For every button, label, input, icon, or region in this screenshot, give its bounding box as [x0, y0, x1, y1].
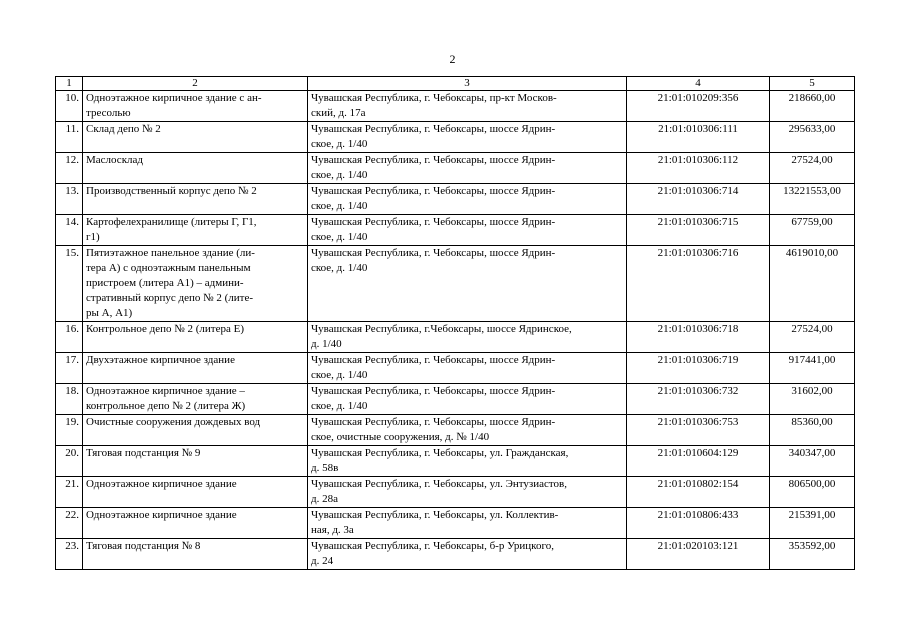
object-name-cell: [83, 508, 308, 539]
address-cell: [308, 446, 627, 477]
table-row: [56, 539, 855, 570]
value-cell: 4619010,00: [770, 246, 855, 322]
row-number: 12.: [56, 153, 83, 184]
object-name-line: пристроем (литера А1) – админи-: [86, 277, 244, 289]
cadastral-number-cell: 21:01:010306:111: [627, 122, 770, 153]
cadastral-number-cell: 21:01:010306:718: [627, 322, 770, 353]
address-line: ское, д. 1/40: [311, 169, 368, 181]
table-row: [56, 153, 855, 184]
cadastral-number-cell: 21:01:010806:433: [627, 508, 770, 539]
value-cell: 917441,00: [770, 353, 855, 384]
address-cell: [308, 477, 627, 508]
object-name-line: Производственный корпус депо № 2: [86, 185, 257, 197]
table-row: [56, 184, 855, 215]
page-number: 2: [449, 52, 456, 66]
address-line: Чувашская Республика, г. Чебоксары, шоссе Ядрин-: [311, 123, 556, 135]
object-name-line: Одноэтажное кирпичное здание –: [86, 385, 245, 397]
row-number: 22.: [56, 508, 83, 539]
property-table: [55, 76, 855, 570]
cadastral-number-cell: 21:01:010802:154: [627, 477, 770, 508]
address-line: д. 1/40: [311, 338, 342, 350]
object-name-cell: [83, 477, 308, 508]
cadastral-number-cell: 21:01:010306:715: [627, 215, 770, 246]
value-cell: 218660,00: [770, 91, 855, 122]
row-number: 21.: [56, 477, 83, 508]
table-row: [56, 215, 855, 246]
value-cell: 31602,00: [770, 384, 855, 415]
address-cell: [308, 215, 627, 246]
table-row: [56, 446, 855, 477]
address-line: д. 28а: [311, 493, 338, 505]
address-cell: [308, 415, 627, 446]
object-name-line: Картофелехранилище (литеры Г, Г1,: [86, 216, 257, 228]
value-cell: 67759,00: [770, 215, 855, 246]
value-cell: 13221553,00: [770, 184, 855, 215]
object-name-cell: [83, 384, 308, 415]
cadastral-number-cell: 21:01:010306:716: [627, 246, 770, 322]
row-number: 11.: [56, 122, 83, 153]
object-name-line: Тяговая подстанция № 8: [86, 540, 201, 552]
table-row: [56, 508, 855, 539]
header-col-5: 5: [770, 77, 855, 91]
object-name-line: контрольное депо № 2 (литера Ж): [86, 400, 246, 412]
address-line: ское, д. 1/40: [311, 138, 368, 150]
row-number: 15.: [56, 246, 83, 322]
table-header-row: [56, 77, 855, 91]
object-name-cell: [83, 322, 308, 353]
object-name-line: г1): [86, 231, 100, 243]
object-name-line: Пятиэтажное панельное здание (ли-: [86, 247, 255, 259]
cadastral-number-cell: 21:01:010306:714: [627, 184, 770, 215]
address-cell: [308, 91, 627, 122]
address-line: Чувашская Республика, г. Чебоксары, ул. Коллектив-: [311, 509, 559, 521]
cadastral-number-cell: 21:01:010306:753: [627, 415, 770, 446]
table-row: [56, 322, 855, 353]
cadastral-number-cell: 21:01:020103:121: [627, 539, 770, 570]
table-row: [56, 122, 855, 153]
object-name-cell: [83, 215, 308, 246]
row-number: 10.: [56, 91, 83, 122]
object-name-line: Тяговая подстанция № 9: [86, 447, 201, 459]
table-row: [56, 353, 855, 384]
address-line: Чувашская Республика, г. Чебоксары, б-р Урицкого,: [311, 540, 554, 552]
object-name-line: ры А, А1): [86, 307, 133, 319]
object-name-line: Одноэтажное кирпичное здание с ан-: [86, 92, 262, 104]
address-line: ский, д. 17а: [311, 107, 366, 119]
table-row: [56, 384, 855, 415]
object-name-line: Очистные сооружения дождевых вод: [86, 416, 261, 428]
object-name-line: тера А) с одноэтажным панельным: [86, 262, 251, 274]
cadastral-number-cell: 21:01:010209:356: [627, 91, 770, 122]
cadastral-number-cell: 21:01:010604:129: [627, 446, 770, 477]
address-line: Чувашская Республика, г. Чебоксары, шоссе Ядрин-: [311, 385, 556, 397]
cadastral-number-cell: 21:01:010306:112: [627, 153, 770, 184]
object-name-cell: [83, 353, 308, 384]
object-name-cell: [83, 415, 308, 446]
object-name-line: Склад депо № 2: [86, 123, 161, 135]
row-number: 13.: [56, 184, 83, 215]
address-line: ная, д. 3а: [311, 524, 354, 536]
row-number: 17.: [56, 353, 83, 384]
address-line: Чувашская Республика, г. Чебоксары, шоссе Ядрин-: [311, 216, 556, 228]
address-cell: [308, 539, 627, 570]
table-row: [56, 415, 855, 446]
object-name-cell: [83, 91, 308, 122]
address-cell: [308, 122, 627, 153]
header-col-2: 2: [83, 77, 308, 91]
object-name-line: Одноэтажное кирпичное здание: [86, 478, 237, 490]
address-line: Чувашская Республика, г. Чебоксары, шоссе Ядрин-: [311, 154, 556, 166]
value-cell: 85360,00: [770, 415, 855, 446]
object-name-cell: [83, 122, 308, 153]
table-row: [56, 246, 855, 322]
row-number: 19.: [56, 415, 83, 446]
address-cell: [308, 384, 627, 415]
address-cell: [308, 246, 627, 322]
address-line: Чувашская Республика, г. Чебоксары, шоссе Ядрин-: [311, 247, 556, 259]
object-name-line: тресолью: [86, 107, 131, 119]
object-name-cell: [83, 184, 308, 215]
table-row: [56, 91, 855, 122]
address-line: Чувашская Республика, г. Чебоксары, ул. Энтузиастов,: [311, 478, 567, 490]
address-line: Чувашская Республика, г. Чебоксары, пр-кт Москов-: [311, 92, 557, 104]
value-cell: 340347,00: [770, 446, 855, 477]
object-name-line: Одноэтажное кирпичное здание: [86, 509, 237, 521]
address-line: ское, очистные сооружения, д. № 1/40: [311, 431, 490, 443]
header-col-3: 3: [308, 77, 627, 91]
address-line: Чувашская Республика, г. Чебоксары, ул. Гражданская,: [311, 447, 569, 459]
address-cell: [308, 508, 627, 539]
row-number: 20.: [56, 446, 83, 477]
address-cell: [308, 322, 627, 353]
address-line: Чувашская Республика, г. Чебоксары, шоссе Ядрин-: [311, 416, 556, 428]
table-row: [56, 477, 855, 508]
row-number: 16.: [56, 322, 83, 353]
object-name-cell: [83, 246, 308, 322]
object-name-cell: [83, 446, 308, 477]
value-cell: 353592,00: [770, 539, 855, 570]
object-name-line: стративный корпус депо № 2 (лите-: [86, 292, 254, 304]
address-line: Чувашская Республика, г. Чебоксары, шоссе Ядрин-: [311, 354, 556, 366]
row-number: 14.: [56, 215, 83, 246]
address-line: ское, д. 1/40: [311, 262, 368, 274]
object-name-line: Двухэтажное кирпичное здание: [86, 354, 235, 366]
row-number: 18.: [56, 384, 83, 415]
object-name-cell: [83, 153, 308, 184]
address-line: д. 24: [311, 555, 334, 567]
address-line: ское, д. 1/40: [311, 231, 368, 243]
value-cell: 806500,00: [770, 477, 855, 508]
address-line: ское, д. 1/40: [311, 200, 368, 212]
address-line: ское, д. 1/40: [311, 400, 368, 412]
object-name-cell: [83, 539, 308, 570]
object-name-line: Контрольное депо № 2 (литера Е): [86, 323, 244, 335]
address-cell: [308, 184, 627, 215]
object-name-line: Маслосклад: [86, 154, 144, 166]
header-col-1: 1: [56, 77, 83, 91]
value-cell: 215391,00: [770, 508, 855, 539]
row-number: 23.: [56, 539, 83, 570]
address-line: Чувашская Республика, г. Чебоксары, шоссе Ядрин-: [311, 185, 556, 197]
address-line: ское, д. 1/40: [311, 369, 368, 381]
address-line: д. 58в: [311, 462, 339, 474]
address-cell: [308, 153, 627, 184]
value-cell: 27524,00: [770, 322, 855, 353]
value-cell: 27524,00: [770, 153, 855, 184]
header-col-4: 4: [627, 77, 770, 91]
address-cell: [308, 353, 627, 384]
cadastral-number-cell: 21:01:010306:719: [627, 353, 770, 384]
cadastral-number-cell: 21:01:010306:732: [627, 384, 770, 415]
address-line: Чувашская Республика, г.Чебоксары, шоссе Ядринское,: [311, 323, 572, 335]
value-cell: 295633,00: [770, 122, 855, 153]
